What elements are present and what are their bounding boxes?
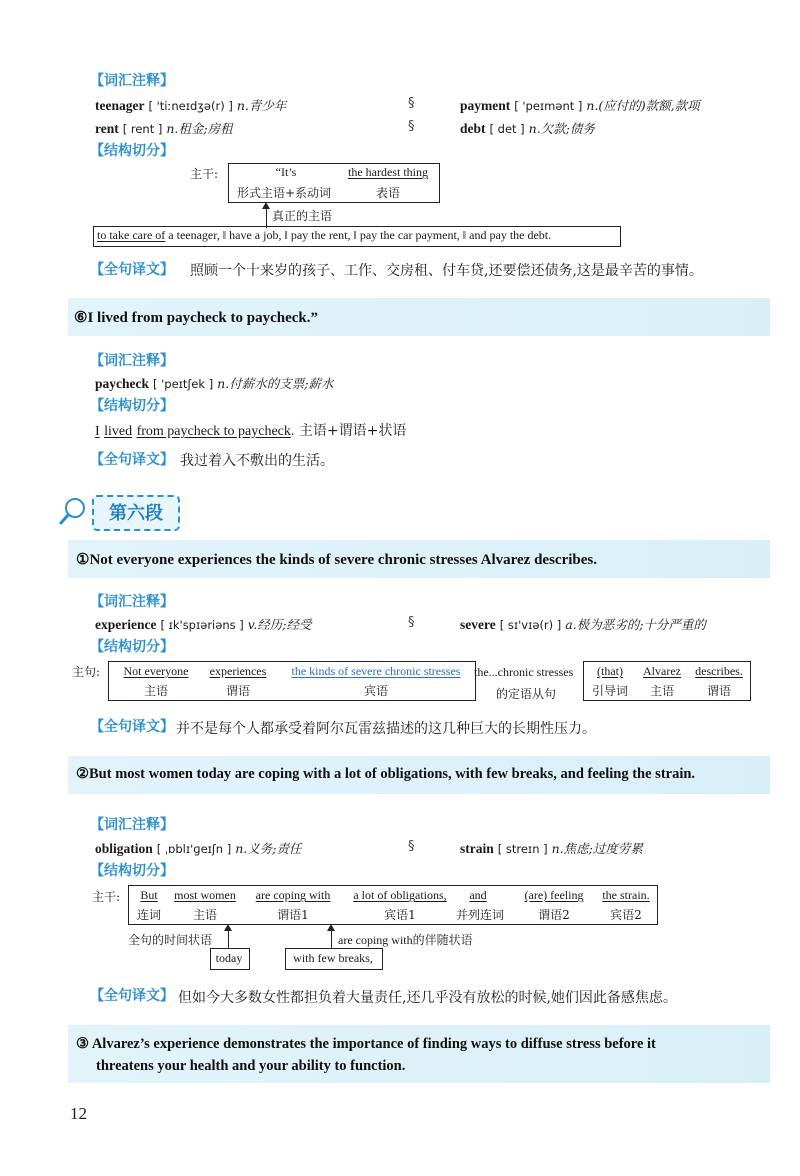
main-clause-label: 主干: (92, 890, 121, 904)
role-object-1: 宾语1 (384, 908, 416, 922)
structure-tag: 【结构切分】 (90, 639, 174, 655)
vocab-entry-strain: strain [ streɪn ] n.焦虑;过度劳累 (460, 841, 643, 856)
role-predicative: 表语 (375, 186, 400, 200)
vocab-entry-obligation: obligation [ ˌɒblɪ'ɡeɪʃn ] n.义务;责任 (95, 841, 302, 856)
phrase-not-everyone: Not everyone (123, 664, 189, 678)
sentence-6: ⑥I lived from paycheck to paycheck.” (74, 310, 318, 326)
vocab-entry-payment: payment [ 'peɪmənt ] n.(应付的)款额,款项 (460, 98, 700, 113)
real-subject-text: to take care of a teenager, ‖ have a job, ‖ pay the rent, ‖ pay the car payment, ‖ and pay the debt. (97, 228, 552, 242)
separator-icon: § (408, 615, 415, 630)
clause-label: 的定语从句 (496, 687, 557, 701)
translation-tag: 【全句译文】 (90, 719, 174, 735)
main-clause-label: 主干: (190, 167, 219, 181)
translation-text: 但如今大多数女性都担负着大量责任,还几乎没有放松的时候,她们因此备感焦虑。 (178, 990, 677, 1006)
role-object: 宾语 (363, 684, 388, 698)
separator-icon: § (408, 119, 415, 134)
translation-text: 照顾一个十来岁的孩子、工作、交房租、付车贷,还要偿还债务,这是最辛苦的事情。 (190, 263, 703, 279)
role-conjunction: 连词 (136, 908, 161, 922)
separator-icon: § (408, 839, 415, 854)
antecedent-text: the...chronic stresses (474, 665, 574, 679)
phrase-its: “It’s (275, 165, 297, 179)
separator-icon: § (408, 96, 415, 111)
phrase-are-coping: are coping with (255, 888, 331, 902)
vocab-entry-teenager: teenager [ 'tiːneɪdʒə(r) ] n.青少年 (95, 98, 287, 113)
real-subject-label: 真正的主语 (272, 209, 333, 223)
phrase-and: and (469, 888, 487, 902)
vocab-tag: 【词汇注释】 (90, 73, 174, 89)
phrase-but: But (140, 888, 158, 902)
main-clause-label: 主句: (72, 665, 101, 679)
phrase-kinds-of-stresses: the kinds of severe chronic stresses (291, 664, 461, 678)
time-adverbial-label: 全句的时间状语 (128, 933, 213, 947)
connector-line (266, 208, 267, 228)
phrase-obligations: a lot of obligations, (353, 888, 447, 902)
today-text: today (215, 951, 243, 965)
phrase-that: (that) (597, 664, 623, 678)
breaks-text: with few breaks, (293, 951, 373, 965)
magnifier-icon (58, 496, 88, 526)
section-title: 第六段 (109, 503, 163, 524)
sentence-p1: ①Not everyone experiences the kinds of severe chronic stresses Alvarez describes. (76, 552, 597, 568)
phrase-hardest-thing: the hardest thing (348, 165, 428, 179)
phrase-describes: describes. (695, 664, 743, 678)
vocab-entry-severe: severe [ sɪ'vɪə(r) ] a.极为恶劣的;十分严重的 (460, 617, 706, 632)
structure-line: I lived from paycheck to paycheck. 主语+谓语+状语 (95, 423, 407, 439)
role-object-2: 宾语2 (610, 908, 642, 922)
phrase-experiences: experiences (209, 664, 267, 678)
page-number: 12 (70, 1104, 87, 1123)
vocab-entry-debt: debt [ det ] n.欠款;债务 (460, 121, 595, 136)
role-predicate: 谓语 (225, 684, 250, 698)
translation-tag: 【全句译文】 (90, 452, 174, 468)
structure-tag: 【结构切分】 (90, 863, 174, 879)
vocab-tag: 【词汇注释】 (90, 594, 174, 610)
role-coord-conjunction: 并列连词 (455, 908, 504, 922)
role-subject: 主语 (649, 684, 674, 698)
role-predicate: 谓语 (706, 684, 731, 698)
role-relative: 引导词 (591, 684, 628, 698)
sentence-p3-line1: ③ Alvarez’s experience demonstrates the importance of finding ways to diffuse stress before it (76, 1036, 656, 1052)
connector-line (331, 930, 332, 948)
phrase-are-feeling: (are) feeling (524, 888, 584, 902)
role-subject: 主语 (192, 908, 217, 922)
role-predicate-1: 谓语1 (277, 908, 309, 922)
vocab-entry-experience: experience [ ɪk'spɪəriəns ] v.经历;经受 (95, 617, 312, 632)
phrase-alvarez: Alvarez (643, 664, 681, 678)
connector-line (228, 930, 229, 948)
structure-tag: 【结构切分】 (90, 398, 174, 414)
structure-tag: 【结构切分】 (90, 143, 174, 159)
accompanying-adverbial-label: are coping with的伴随状语 (338, 933, 473, 947)
phrase-the-strain: the strain. (602, 888, 650, 902)
translation-tag: 【全句译文】 (90, 988, 174, 1004)
translation-text: 并不是每个人都承受着阿尔瓦雷兹描述的这几种巨大的长期性压力。 (176, 721, 596, 737)
role-formal-subject: 形式主语+系动词 (236, 186, 332, 200)
vocab-entry-rent: rent [ rent ] n.租金;房租 (95, 121, 233, 136)
translation-tag: 【全句译文】 (90, 262, 174, 278)
role-subject: 主语 (143, 684, 168, 698)
sentence-p2: ②But most women today are coping with a lot of obligations, with few breaks, and feeling the strain. (76, 766, 696, 782)
vocab-tag: 【词汇注释】 (90, 353, 174, 369)
role-predicate-2: 谓语2 (538, 908, 570, 922)
sentence-p3-line2: threatens your health and your ability to function. (96, 1058, 406, 1074)
vocab-entry-paycheck: paycheck [ 'peɪtʃek ] n.付薪水的支票;薪水 (95, 376, 334, 391)
translation-text: 我过着入不敷出的生活。 (180, 453, 334, 469)
phrase-most-women: most women (174, 888, 236, 902)
vocab-tag: 【词汇注释】 (90, 817, 174, 833)
